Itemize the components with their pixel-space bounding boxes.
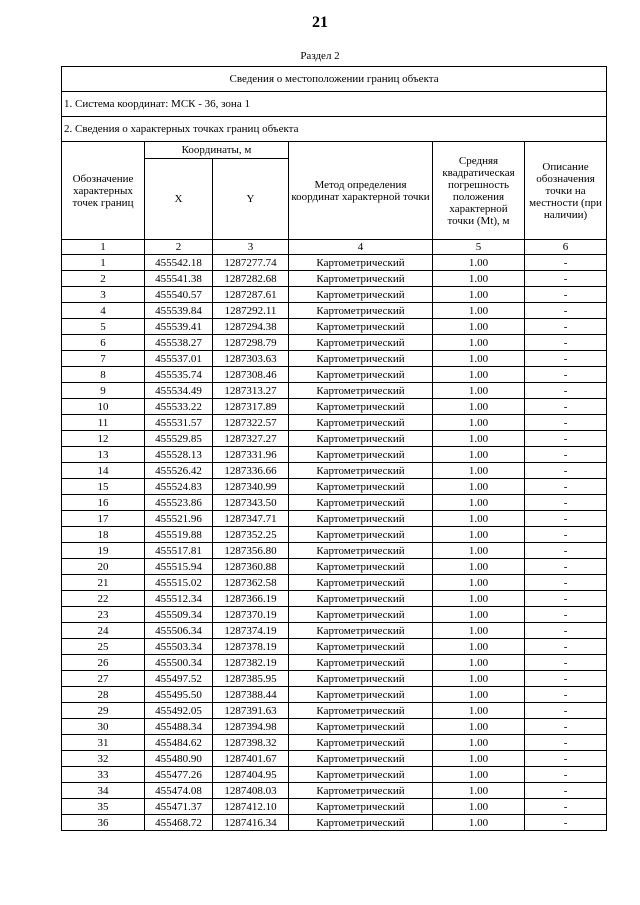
- y-coordinate-cell: 1287401.67: [213, 751, 289, 767]
- error-cell: 1.00: [433, 623, 525, 639]
- description-cell: -: [525, 639, 607, 655]
- point-number-cell: 27: [62, 671, 145, 687]
- point-number-cell: 23: [62, 607, 145, 623]
- x-coordinate-cell: 455512.34: [145, 591, 213, 607]
- table-row: [62, 463, 607, 479]
- y-coordinate-cell: 1287398.32: [213, 735, 289, 751]
- description-cell: -: [525, 799, 607, 815]
- y-coordinate-cell: 1287287.61: [213, 287, 289, 303]
- x-coordinate-cell: 455477.26: [145, 767, 213, 783]
- point-number-cell: 14: [62, 463, 145, 479]
- table-title: Сведения о местоположении границ объекта: [62, 67, 607, 92]
- table-row: [62, 479, 607, 495]
- error-cell: 1.00: [433, 383, 525, 399]
- table-row: [62, 703, 607, 719]
- error-cell: 1.00: [433, 751, 525, 767]
- y-coordinate-cell: 1287362.58: [213, 575, 289, 591]
- table-row: [62, 559, 607, 575]
- error-cell: 1.00: [433, 351, 525, 367]
- point-number-cell: 21: [62, 575, 145, 591]
- point-number-cell: 8: [62, 367, 145, 383]
- description-cell: -: [525, 591, 607, 607]
- y-coordinate-cell: 1287292.11: [213, 303, 289, 319]
- column-number: 4: [289, 240, 433, 255]
- x-coordinate-cell: 455480.90: [145, 751, 213, 767]
- description-cell: -: [525, 271, 607, 287]
- y-coordinate-cell: 1287385.95: [213, 671, 289, 687]
- error-cell: 1.00: [433, 527, 525, 543]
- x-coordinate-cell: 455484.62: [145, 735, 213, 751]
- y-coordinate-cell: 1287282.68: [213, 271, 289, 287]
- x-coordinate-cell: 455535.74: [145, 367, 213, 383]
- y-coordinate-cell: 1287388.44: [213, 687, 289, 703]
- header-description: Описание обозначения точки на местности (при наличии): [525, 142, 607, 240]
- method-cell: Картометрический: [289, 399, 433, 415]
- table-row: [62, 751, 607, 767]
- y-coordinate-cell: 1287277.74: [213, 255, 289, 271]
- y-coordinate-cell: 1287308.46: [213, 367, 289, 383]
- table-row: [62, 767, 607, 783]
- point-number-cell: 26: [62, 655, 145, 671]
- method-cell: Картометрический: [289, 815, 433, 831]
- description-cell: -: [525, 447, 607, 463]
- method-cell: Картометрический: [289, 639, 433, 655]
- y-coordinate-cell: 1287327.27: [213, 431, 289, 447]
- error-cell: 1.00: [433, 367, 525, 383]
- point-number-cell: 17: [62, 511, 145, 527]
- y-coordinate-cell: 1287408.03: [213, 783, 289, 799]
- description-cell: -: [525, 543, 607, 559]
- header-coordinates: Координаты, м: [145, 142, 289, 159]
- point-number-cell: 34: [62, 783, 145, 799]
- table-row: [62, 447, 607, 463]
- description-cell: -: [525, 287, 607, 303]
- y-coordinate-cell: 1287378.19: [213, 639, 289, 655]
- x-coordinate-cell: 455468.72: [145, 815, 213, 831]
- table-row: [62, 623, 607, 639]
- description-cell: -: [525, 751, 607, 767]
- point-number-cell: 35: [62, 799, 145, 815]
- error-cell: 1.00: [433, 575, 525, 591]
- table-row: [62, 591, 607, 607]
- x-coordinate-cell: 455492.05: [145, 703, 213, 719]
- error-cell: 1.00: [433, 687, 525, 703]
- error-cell: 1.00: [433, 319, 525, 335]
- error-cell: 1.00: [433, 719, 525, 735]
- x-coordinate-cell: 455495.50: [145, 687, 213, 703]
- description-cell: -: [525, 671, 607, 687]
- method-cell: Картометрический: [289, 703, 433, 719]
- header-error: Средняя квадратическая погрешность положения характерной точки (Mt), м: [433, 142, 525, 240]
- description-cell: -: [525, 623, 607, 639]
- error-cell: 1.00: [433, 287, 525, 303]
- y-coordinate-cell: 1287391.63: [213, 703, 289, 719]
- y-coordinate-cell: 1287356.80: [213, 543, 289, 559]
- table-row: [62, 719, 607, 735]
- y-coordinate-cell: 1287394.98: [213, 719, 289, 735]
- table-row: [62, 399, 607, 415]
- description-cell: -: [525, 335, 607, 351]
- x-coordinate-cell: 455500.34: [145, 655, 213, 671]
- table-row: [62, 367, 607, 383]
- method-cell: Картометрический: [289, 575, 433, 591]
- error-cell: 1.00: [433, 639, 525, 655]
- point-number-cell: 30: [62, 719, 145, 735]
- table-row: [62, 335, 607, 351]
- column-number: 3: [213, 240, 289, 255]
- table-row: [62, 431, 607, 447]
- method-cell: Картометрический: [289, 335, 433, 351]
- x-coordinate-cell: 455539.84: [145, 303, 213, 319]
- point-number-cell: 25: [62, 639, 145, 655]
- point-number-cell: 36: [62, 815, 145, 831]
- x-coordinate-cell: 455515.02: [145, 575, 213, 591]
- description-cell: -: [525, 367, 607, 383]
- header-method: Метод определения координат характерной точки: [289, 142, 433, 240]
- table-row: [62, 495, 607, 511]
- error-cell: 1.00: [433, 271, 525, 287]
- description-cell: -: [525, 319, 607, 335]
- page-number: 21: [312, 14, 328, 31]
- method-cell: Картометрический: [289, 655, 433, 671]
- method-cell: Картометрический: [289, 271, 433, 287]
- table-row: [62, 543, 607, 559]
- error-cell: 1.00: [433, 543, 525, 559]
- table-row: [62, 783, 607, 799]
- y-coordinate-cell: 1287382.19: [213, 655, 289, 671]
- y-coordinate-cell: 1287294.38: [213, 319, 289, 335]
- header-x: X: [145, 159, 213, 240]
- x-coordinate-cell: 455526.42: [145, 463, 213, 479]
- error-cell: 1.00: [433, 463, 525, 479]
- method-cell: Картометрический: [289, 511, 433, 527]
- point-number-cell: 9: [62, 383, 145, 399]
- y-coordinate-cell: 1287404.95: [213, 767, 289, 783]
- error-cell: 1.00: [433, 431, 525, 447]
- method-cell: Картометрический: [289, 431, 433, 447]
- method-cell: Картометрический: [289, 495, 433, 511]
- x-coordinate-cell: 455519.88: [145, 527, 213, 543]
- point-number-cell: 32: [62, 751, 145, 767]
- description-cell: -: [525, 351, 607, 367]
- table-row: [62, 319, 607, 335]
- error-cell: 1.00: [433, 703, 525, 719]
- x-coordinate-cell: 455528.13: [145, 447, 213, 463]
- section-label: Раздел 2: [300, 50, 340, 62]
- error-cell: 1.00: [433, 735, 525, 751]
- x-coordinate-cell: 455541.38: [145, 271, 213, 287]
- method-cell: Картометрический: [289, 383, 433, 399]
- y-coordinate-cell: 1287343.50: [213, 495, 289, 511]
- point-number-cell: 11: [62, 415, 145, 431]
- table-row: [62, 655, 607, 671]
- x-coordinate-cell: 455538.27: [145, 335, 213, 351]
- x-coordinate-cell: 455506.34: [145, 623, 213, 639]
- y-coordinate-cell: 1287416.34: [213, 815, 289, 831]
- error-cell: 1.00: [433, 255, 525, 271]
- method-cell: Картометрический: [289, 351, 433, 367]
- x-coordinate-cell: 455488.34: [145, 719, 213, 735]
- y-coordinate-cell: 1287366.19: [213, 591, 289, 607]
- description-cell: -: [525, 495, 607, 511]
- x-coordinate-cell: 455517.81: [145, 543, 213, 559]
- error-cell: 1.00: [433, 447, 525, 463]
- table-row: [62, 383, 607, 399]
- error-cell: 1.00: [433, 335, 525, 351]
- method-cell: Картометрический: [289, 447, 433, 463]
- description-cell: -: [525, 783, 607, 799]
- y-coordinate-cell: 1287298.79: [213, 335, 289, 351]
- error-cell: 1.00: [433, 495, 525, 511]
- header-designation: Обозначение характерных точек границ: [62, 142, 145, 240]
- table-row: [62, 527, 607, 543]
- y-coordinate-cell: 1287331.96: [213, 447, 289, 463]
- method-cell: Картометрический: [289, 735, 433, 751]
- boundary-points-table: [61, 66, 607, 831]
- description-cell: -: [525, 655, 607, 671]
- x-coordinate-cell: 455497.52: [145, 671, 213, 687]
- y-coordinate-cell: 1287360.88: [213, 559, 289, 575]
- x-coordinate-cell: 455531.57: [145, 415, 213, 431]
- table-row: [62, 799, 607, 815]
- method-cell: Картометрический: [289, 559, 433, 575]
- x-coordinate-cell: 455534.49: [145, 383, 213, 399]
- method-cell: Картометрический: [289, 543, 433, 559]
- method-cell: Картометрический: [289, 479, 433, 495]
- description-cell: -: [525, 767, 607, 783]
- description-cell: -: [525, 607, 607, 623]
- table-row: [62, 303, 607, 319]
- table-row: [62, 287, 607, 303]
- table-row: [62, 639, 607, 655]
- x-coordinate-cell: 455509.34: [145, 607, 213, 623]
- x-coordinate-cell: 455533.22: [145, 399, 213, 415]
- point-number-cell: 13: [62, 447, 145, 463]
- description-cell: -: [525, 431, 607, 447]
- x-coordinate-cell: 455539.41: [145, 319, 213, 335]
- description-cell: -: [525, 511, 607, 527]
- method-cell: Картометрический: [289, 591, 433, 607]
- point-number-cell: 6: [62, 335, 145, 351]
- error-cell: 1.00: [433, 607, 525, 623]
- method-cell: Картометрический: [289, 319, 433, 335]
- method-cell: Картометрический: [289, 463, 433, 479]
- x-coordinate-cell: 455515.94: [145, 559, 213, 575]
- table-row: [62, 671, 607, 687]
- error-cell: 1.00: [433, 815, 525, 831]
- method-cell: Картометрический: [289, 255, 433, 271]
- y-coordinate-cell: 1287322.57: [213, 415, 289, 431]
- y-coordinate-cell: 1287370.19: [213, 607, 289, 623]
- point-number-cell: 24: [62, 623, 145, 639]
- points-caption: 2. Сведения о характерных точках границ объекта: [62, 117, 607, 142]
- description-cell: -: [525, 559, 607, 575]
- x-coordinate-cell: 455521.96: [145, 511, 213, 527]
- table-row: [62, 607, 607, 623]
- point-number-cell: 33: [62, 767, 145, 783]
- method-cell: Картометрический: [289, 287, 433, 303]
- y-coordinate-cell: 1287303.63: [213, 351, 289, 367]
- x-coordinate-cell: 455474.08: [145, 783, 213, 799]
- method-cell: Картометрический: [289, 719, 433, 735]
- description-cell: -: [525, 687, 607, 703]
- error-cell: 1.00: [433, 591, 525, 607]
- x-coordinate-cell: 455537.01: [145, 351, 213, 367]
- method-cell: Картометрический: [289, 415, 433, 431]
- table-row: [62, 255, 607, 271]
- point-number-cell: 28: [62, 687, 145, 703]
- point-number-cell: 3: [62, 287, 145, 303]
- point-number-cell: 29: [62, 703, 145, 719]
- y-coordinate-cell: 1287347.71: [213, 511, 289, 527]
- table-row: [62, 815, 607, 831]
- point-number-cell: 1: [62, 255, 145, 271]
- y-coordinate-cell: 1287313.27: [213, 383, 289, 399]
- description-cell: -: [525, 527, 607, 543]
- method-cell: Картометрический: [289, 799, 433, 815]
- method-cell: Картометрический: [289, 527, 433, 543]
- x-coordinate-cell: 455540.57: [145, 287, 213, 303]
- x-coordinate-cell: 455529.85: [145, 431, 213, 447]
- x-coordinate-cell: 455523.86: [145, 495, 213, 511]
- table-row: [62, 415, 607, 431]
- method-cell: Картометрический: [289, 767, 433, 783]
- table-row: [62, 687, 607, 703]
- description-cell: -: [525, 719, 607, 735]
- column-number: 1: [62, 240, 145, 255]
- y-coordinate-cell: 1287412.10: [213, 799, 289, 815]
- error-cell: 1.00: [433, 399, 525, 415]
- column-number: 5: [433, 240, 525, 255]
- x-coordinate-cell: 455542.18: [145, 255, 213, 271]
- header-y: Y: [213, 159, 289, 240]
- table-row: [62, 735, 607, 751]
- method-cell: Картометрический: [289, 783, 433, 799]
- method-cell: Картометрический: [289, 623, 433, 639]
- y-coordinate-cell: 1287374.19: [213, 623, 289, 639]
- point-number-cell: 20: [62, 559, 145, 575]
- column-number: 6: [525, 240, 607, 255]
- table-row: [62, 575, 607, 591]
- error-cell: 1.00: [433, 559, 525, 575]
- y-coordinate-cell: 1287317.89: [213, 399, 289, 415]
- description-cell: -: [525, 303, 607, 319]
- point-number-cell: 7: [62, 351, 145, 367]
- point-number-cell: 31: [62, 735, 145, 751]
- description-cell: -: [525, 415, 607, 431]
- description-cell: -: [525, 703, 607, 719]
- x-coordinate-cell: 455503.34: [145, 639, 213, 655]
- description-cell: -: [525, 815, 607, 831]
- point-number-cell: 5: [62, 319, 145, 335]
- error-cell: 1.00: [433, 671, 525, 687]
- point-number-cell: 19: [62, 543, 145, 559]
- error-cell: 1.00: [433, 655, 525, 671]
- description-cell: -: [525, 479, 607, 495]
- x-coordinate-cell: 455471.37: [145, 799, 213, 815]
- error-cell: 1.00: [433, 799, 525, 815]
- error-cell: 1.00: [433, 415, 525, 431]
- point-number-cell: 15: [62, 479, 145, 495]
- description-cell: -: [525, 383, 607, 399]
- method-cell: Картометрический: [289, 671, 433, 687]
- error-cell: 1.00: [433, 783, 525, 799]
- x-coordinate-cell: 455524.83: [145, 479, 213, 495]
- table-row: [62, 511, 607, 527]
- point-number-cell: 12: [62, 431, 145, 447]
- method-cell: Картометрический: [289, 607, 433, 623]
- y-coordinate-cell: 1287352.25: [213, 527, 289, 543]
- description-cell: -: [525, 735, 607, 751]
- coord-system-line: 1. Система координат: МСК - 36, зона 1: [62, 92, 607, 117]
- point-number-cell: 10: [62, 399, 145, 415]
- method-cell: Картометрический: [289, 687, 433, 703]
- error-cell: 1.00: [433, 767, 525, 783]
- y-coordinate-cell: 1287340.99: [213, 479, 289, 495]
- y-coordinate-cell: 1287336.66: [213, 463, 289, 479]
- description-cell: -: [525, 575, 607, 591]
- description-cell: -: [525, 399, 607, 415]
- table-body: [62, 255, 607, 831]
- description-cell: -: [525, 463, 607, 479]
- description-cell: -: [525, 255, 607, 271]
- point-number-cell: 18: [62, 527, 145, 543]
- point-number-cell: 2: [62, 271, 145, 287]
- table-row: [62, 271, 607, 287]
- column-number: 2: [145, 240, 213, 255]
- error-cell: 1.00: [433, 511, 525, 527]
- method-cell: Картометрический: [289, 367, 433, 383]
- method-cell: Картометрический: [289, 303, 433, 319]
- table-row: [62, 351, 607, 367]
- point-number-cell: 22: [62, 591, 145, 607]
- point-number-cell: 16: [62, 495, 145, 511]
- point-number-cell: 4: [62, 303, 145, 319]
- method-cell: Картометрический: [289, 751, 433, 767]
- error-cell: 1.00: [433, 479, 525, 495]
- error-cell: 1.00: [433, 303, 525, 319]
